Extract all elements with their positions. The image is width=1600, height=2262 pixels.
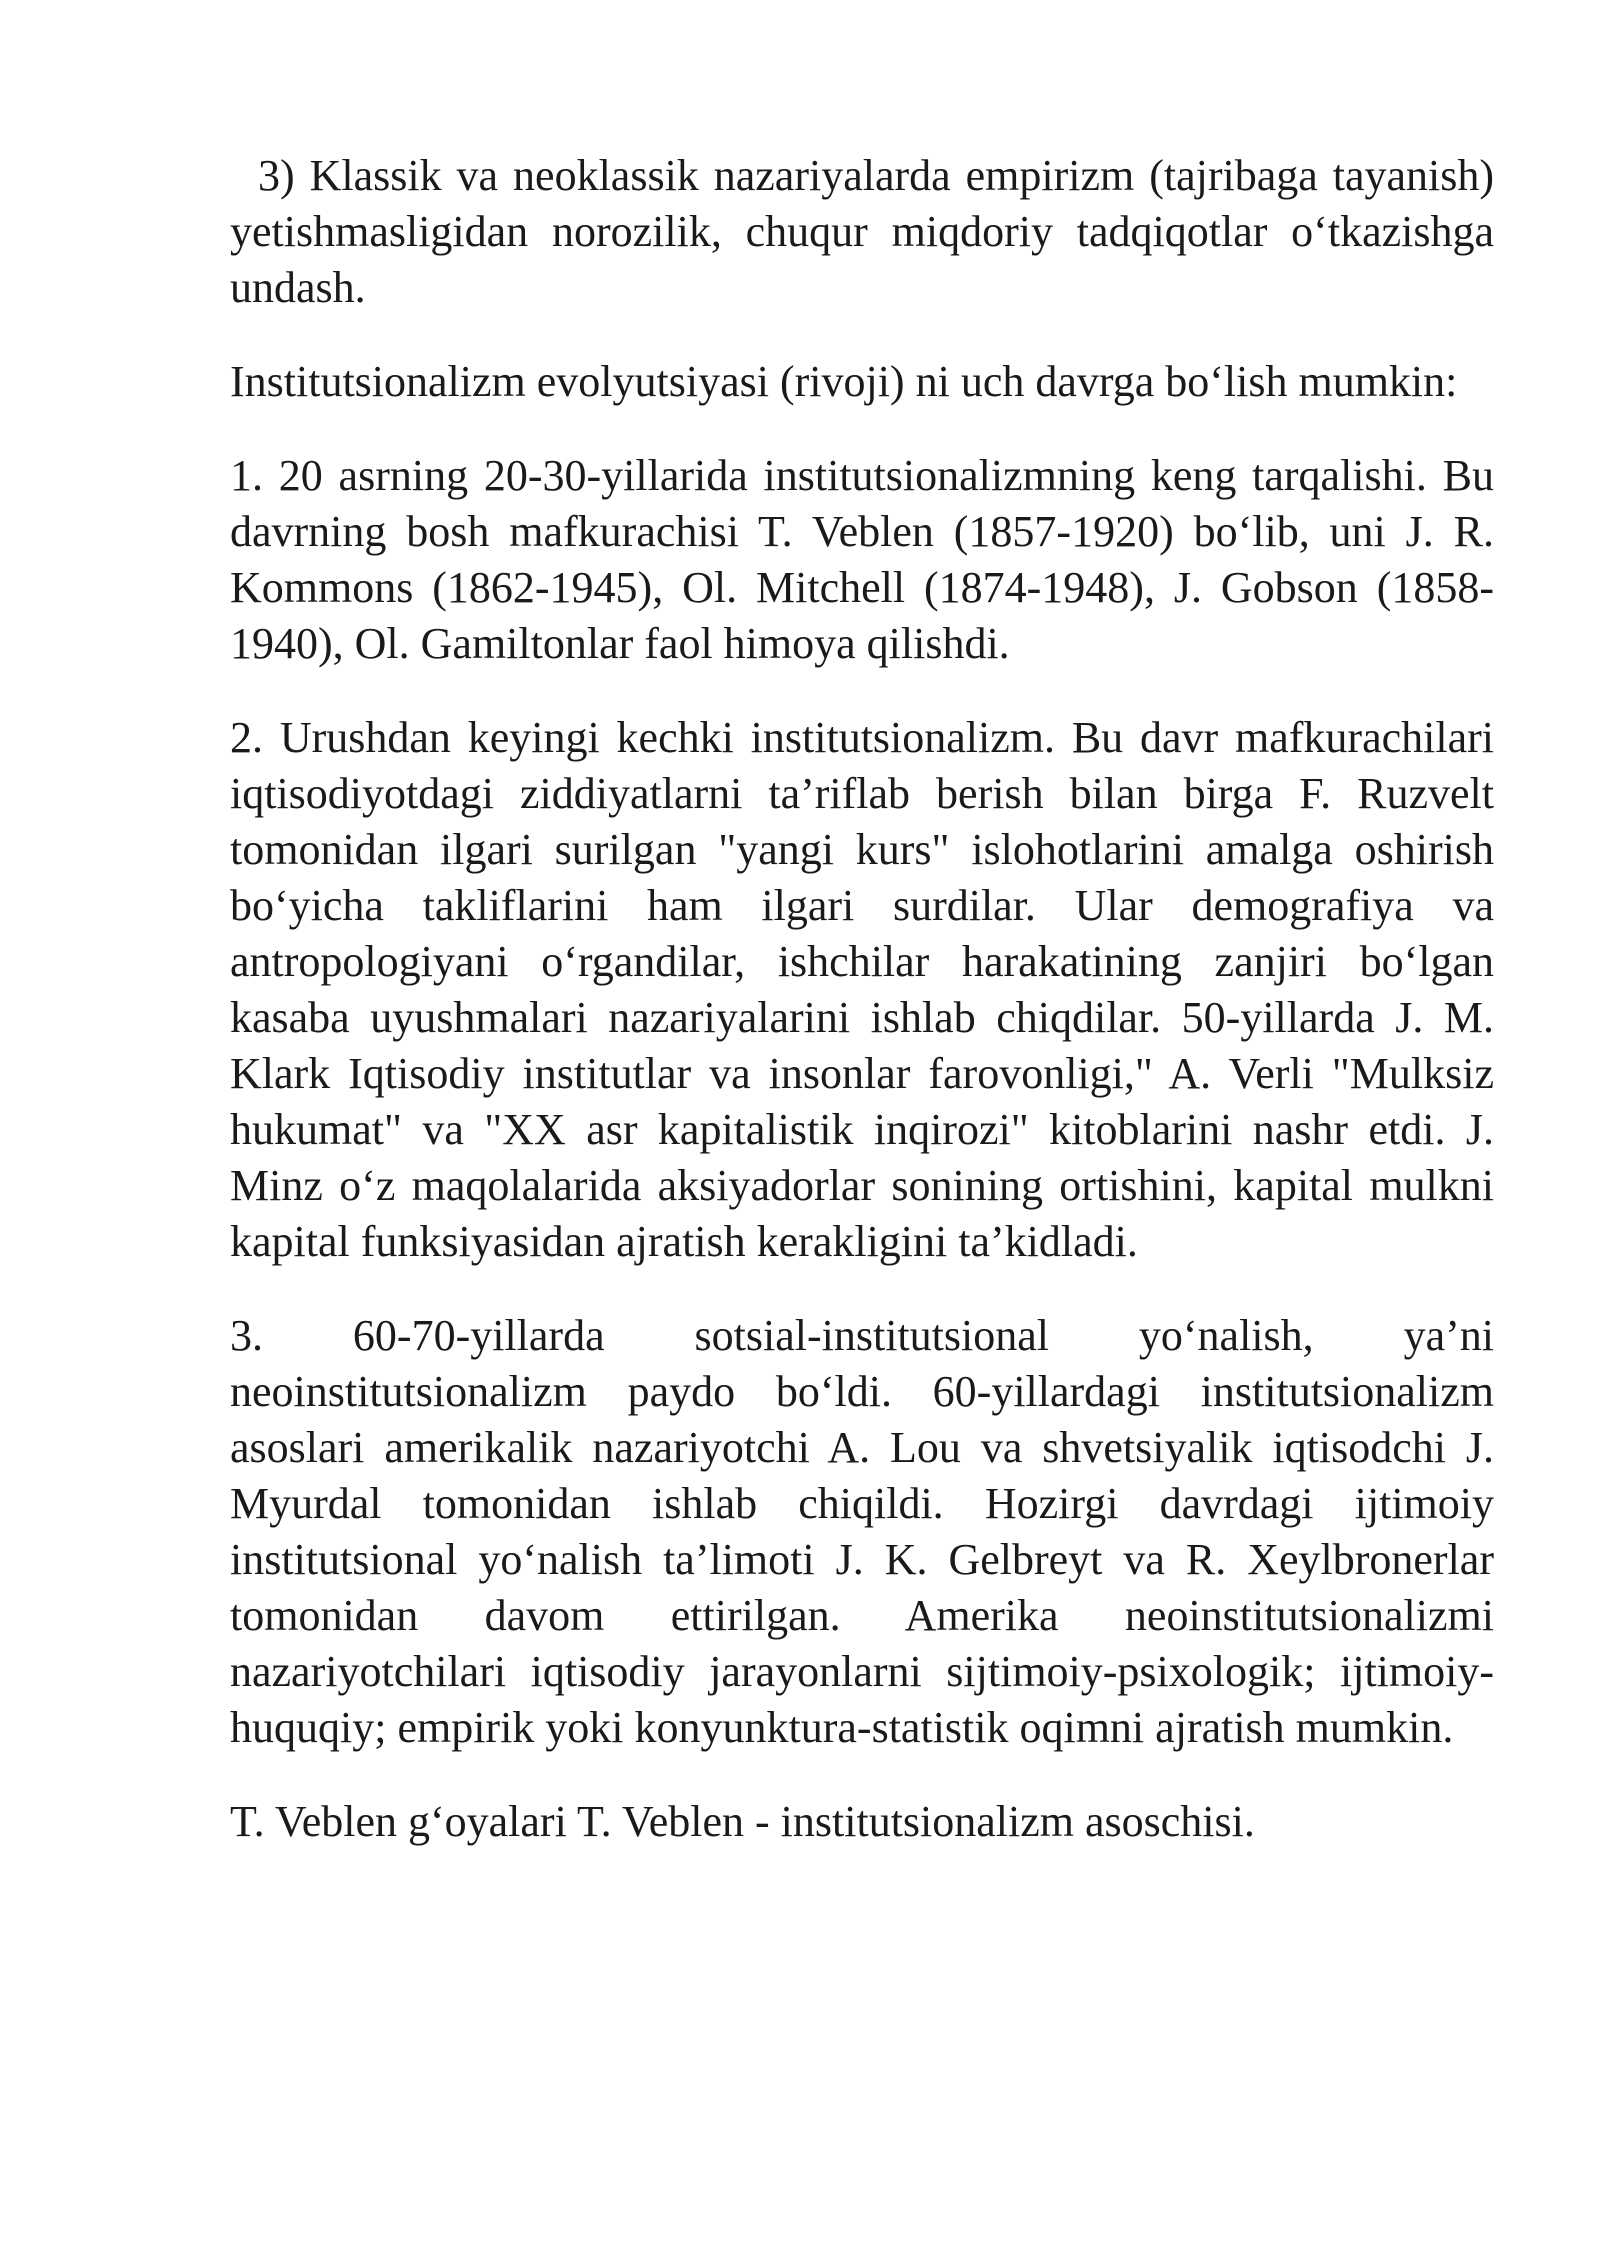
paragraph-veblen-ideas: T. Veblen g‘oyalari T. Veblen - institutsionalizm asoschisi. (230, 1797, 1255, 1846)
paragraph-period-two: 2. Urushdan keyingi kechki institutsionalizm. Bu davr mafkurachilari iqtisodiyotdagi ziddiyatlarni ta’riflab berish bilan birga F. Ruzvelt tomonidan ilgari surilgan "yangi kurs" islohotlarini amalga oshirish bo‘yicha takliflarini ham ilgari surdilar. Ular demografiya va antropologiyani o‘rgandilar, ishchilar harakatining zanjiri bo‘lgan kasaba uyushmalari nazariyalarini ishlab chiqdilar. 50-yillarda J. M. Klark Iqtisodiy institutlar va insonlar farovonligi," A. Verli "Mulksiz hukumat" va "XX asr kapitalistik inqirozi" kitoblarini nashr etdi. J. Minz o‘z maqolalarida aksiyadorlar sonining ortishini, kapital mulkni kapital funksiyasidan ajratish kerakligini ta’kidladi. (230, 713, 1494, 1266)
paragraph-period-one: 1. 20 asrning 20-30-yillarida institutsionalizmning keng tarqalishi. Bu davrning bosh mafkurachisi T. Veblen (1857-1920) bo‘lib, uni J. R. Kommons (1862-1945), Ol. Mitchell (1874-1948), J. Gobson (1858-1940), Ol. Gamiltonlar faol himoya qilishdi. (230, 451, 1494, 668)
paragraph-evolution-intro: Institutsionalizm evolyutsiyasi (rivoji) ni uch davrga bo‘lish mumkin: (230, 357, 1458, 406)
paragraph-period-three: 3. 60-70-yillarda sotsial-institutsional yo‘nalish, ya’ni neoinstitutsionalizm paydo bo‘ldi. 60-yillardagi institutsionalizm asoslari amerikalik nazariyotchi A. Lou va shvetsiyalik iqtisodchi J. Myurdal tomonidan ishlab chiqildi. Hozirgi davrdagi ijtimoiy institutsional yo‘nalish ta’limoti J. K. Gelbreyt va R. Xeylbronerlar tomonidan davom ettirilgan. Amerika neoinstitutsionalizmi nazariyotchilari iqtisodiy jarayonlarni sijtimoiy-psixologik; ijtimoiy-huquqiy; empirik yoki konyunktura-statistik oqimni ajratish mumkin. (230, 1311, 1494, 1752)
paragraph-empirism-critique: 3) Klassik va neoklassik nazariyalarda empirizm (tajribaga tayanish) yetishmasligidan norozilik, chuqur miqdoriy tadqiqotlar o‘tkazishga undash. (230, 151, 1494, 312)
document-page (230, 148, 1494, 1888)
